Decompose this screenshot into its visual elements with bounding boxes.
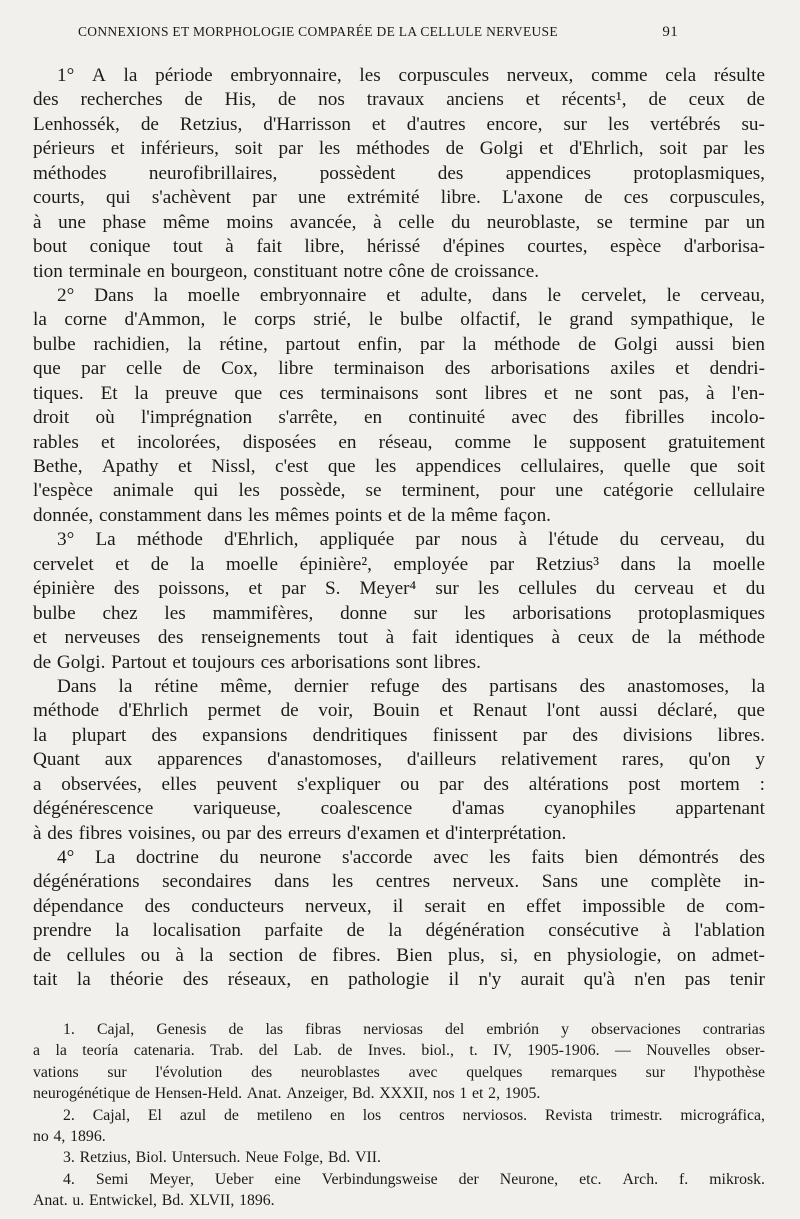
footnote-line: 2. Cajal, El azul de metileno en los centros nerviosos. Revista trimestr. micrográfica, — [63, 1106, 765, 1124]
text-line: dégénérescence variqueuse, coalescence d'amas cyanophiles appartenant — [33, 798, 765, 820]
text-line: prendre la localisation parfaite de la dégénération consécutive à l'ablation — [33, 920, 765, 942]
footnotes — [33, 1019, 765, 1212]
text-line: la plupart des expansions dendritiques finissent par des divisions libres. — [33, 724, 765, 746]
text-line: 1° A la période embryonnaire, les corpuscules nerveux, comme cela résulte — [57, 65, 765, 86]
text-line: que par celle de Cox, libre terminaison des arborisations axiles et dendri- — [33, 358, 765, 380]
footnote-line: 3. Retzius, Biol. Untersuch. Neue Folge, Bd. VII. — [63, 1149, 381, 1167]
text-line: 2° Dans la moelle embryonnaire et adulte, dans le cervelet, le cerveau, — [57, 284, 765, 306]
text-line: des recherches de His, de nos travaux anciens et récents¹, de ceux de — [33, 89, 765, 111]
text-line: l'espèce animale qui les possède, se terminent, pour une catégorie cellulaire — [33, 480, 765, 502]
text-line: droit où l'imprégnation s'arrête, en continuité avec des fibrilles incolo- — [33, 407, 765, 429]
text-line: à une phase même moins avancée, à celle du neuroblaste, se termine par un — [33, 211, 765, 233]
text-line: 4° La doctrine du neurone s'accorde avec les faits bien démontrés des — [57, 847, 765, 868]
running-title: CONNEXIONS ET MORPHOLOGIE COMPARÉE DE LA CELLULE NERVEUSE — [78, 24, 558, 39]
text-line: Quant aux apparences d'anastomoses, d'ailleurs relativement rares, qu'on y — [33, 749, 765, 771]
text-line: périeurs et inférieurs, soit par les méthodes de Golgi et d'Ehrlich, soit par les — [33, 138, 765, 160]
text-line: et nerveuses des renseignements tout à fait identiques à ceux de la méthode — [33, 627, 765, 649]
text-line: Bethe, Apathy et Nissl, c'est que les appendices cellulaires, quelle que soit — [33, 456, 765, 477]
text-line: à des fibres voisines, ou par des erreurs d'examen et d'interprétation. — [33, 822, 567, 844]
text-line: tion terminale en bourgeon, constituant notre cône de croissance. — [33, 260, 540, 282]
text-line: la corne d'Ammon, le corps strié, le bulbe olfactif, le grand sympathique, le — [33, 309, 765, 331]
running-header — [78, 24, 678, 44]
page-number: 91 — [662, 24, 678, 40]
text-line: méthode d'Ehrlich permet de voir, Bouin et Renaut l'ont aussi déclaré, que — [33, 700, 765, 722]
body-text — [33, 64, 765, 993]
text-line: bulbe chez les mammifères, donne sur les arborisations protoplasmiques — [33, 602, 765, 624]
footnote-line: Anat. u. Entwickel, Bd. XLVII, 1896. — [33, 1192, 275, 1210]
text-line: dégénérations secondaires dans les centres nerveux. Sans une complète in- — [33, 871, 765, 893]
text-line: bulbe rachidien, la rétine, partout enfin, par la méthode de Golgi aussi bien — [33, 333, 765, 355]
text-line: méthodes neurofibrillaires, possèdent des appendices protoplasmiques, — [33, 162, 765, 184]
text-line: tiques. Et la preuve que ces terminaisons sont libres et ne sont pas, à l'en- — [33, 382, 765, 404]
footnote-line: vations sur l'évolution des neuroblastes avec quelques remarques sur l'hypothèse — [33, 1063, 765, 1081]
footnote-line: neurogénétique de Hensen-Held. Anat. Anzeiger, Bd. XXXII, nos 1 et 2, 1905. — [33, 1085, 541, 1103]
text-line: rables et incolorées, disposées en réseau, comme le supposent gratuitement — [33, 431, 765, 453]
text-line: Dans la rétine même, dernier refuge des partisans des anastomoses, la — [57, 675, 765, 697]
text-line: épinière des poissons, et par S. Meyer⁴ sur les cellules du cerveau et du — [33, 578, 765, 600]
text-line: tait la théorie des réseaux, en pathologie il n'y aurait qu'à n'en pas tenir — [33, 969, 765, 991]
text-line: de cellules ou à la section de fibres. Bien plus, si, en physiologie, on admet- — [33, 944, 765, 966]
text-line: cervelet et de la moelle épinière², employée par Retzius³ dans la moelle — [33, 553, 765, 575]
text-line: de Golgi. Partout et toujours ces arborisations sont libres. — [33, 651, 481, 673]
footnote-line: 1. Cajal, Genesis de las fibras nerviosas del embrión y observaciones contrarias — [63, 1021, 765, 1038]
footnote-line: 4. Semi Meyer, Ueber eine Verbindungsweise der Neurone, etc. Arch. f. mikrosk. — [63, 1170, 765, 1188]
text-line: donnée, constamment dans les mêmes points et de la même façon. — [33, 504, 551, 526]
text-line: bout conique tout à fait libre, hérissé d'épines courtes, espèce d'arborisa- — [33, 236, 765, 258]
text-line: Lenhossék, de Retzius, d'Harrisson et d'autres encore, sur les vertébrés su- — [33, 113, 765, 135]
text-line: 3° La méthode d'Ehrlich, appliquée par nous à l'étude du cerveau, du — [57, 529, 765, 551]
footnote-line: no 4, 1896. — [33, 1127, 106, 1145]
text-line: dépendance des conducteurs nerveux, il serait en effet impossible de com- — [33, 895, 765, 917]
text-line: a observées, elles peuvent s'expliquer ou par des altérations post mortem : — [33, 773, 765, 795]
footnote-line: a la teoría catenaria. Trab. del Lab. de Inves. biol., t. IV, 1905-1906. — Nouvelles obser- — [33, 1042, 765, 1060]
text-line: courts, qui s'achèvent par une extrémité libre. L'axone de ces corpuscules, — [33, 187, 765, 209]
